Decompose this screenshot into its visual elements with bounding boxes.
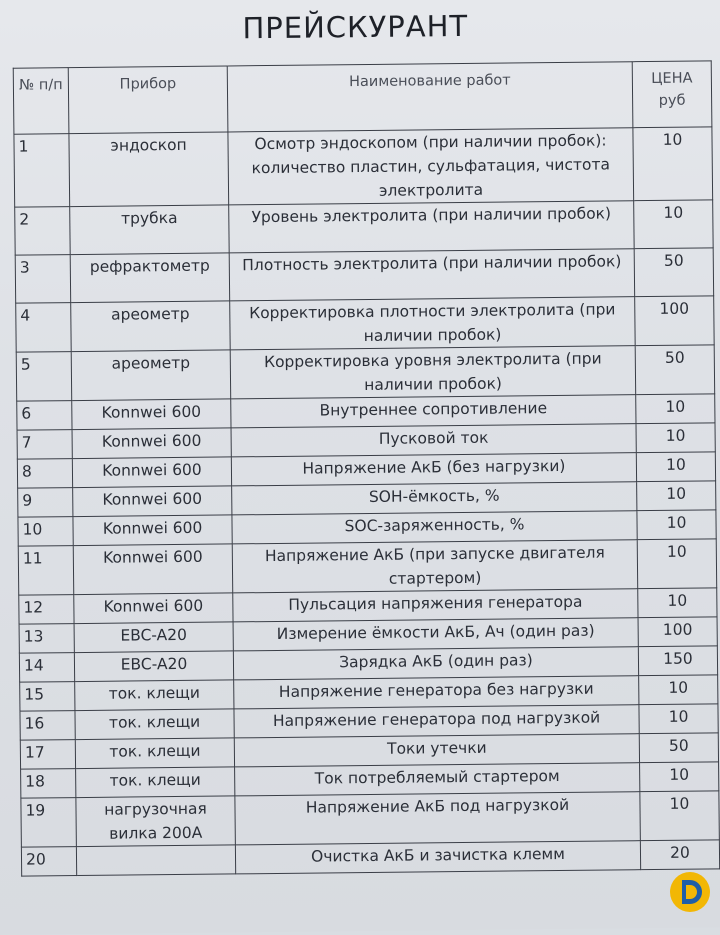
row-price: 10 <box>640 791 720 841</box>
row-num: 16 <box>20 711 75 741</box>
row-num: 13 <box>19 624 74 654</box>
row-work: Пульсация напряжения генератора <box>233 589 638 622</box>
row-num: 18 <box>21 769 76 799</box>
row-device: ареометр <box>71 350 231 401</box>
row-price: 10 <box>640 762 719 792</box>
row-num: 15 <box>20 682 75 712</box>
table-row <box>15 200 713 255</box>
row-work: Напряжение АкБ (при запуске двигателя стартером) <box>232 540 637 593</box>
row-price: 50 <box>635 345 715 395</box>
row-work: Напряжение АкБ (без нагрузки) <box>231 453 636 486</box>
row-num: 7 <box>17 430 72 460</box>
header-work: Наименование работ <box>227 62 633 132</box>
row-num: 17 <box>20 740 75 770</box>
row-work: Корректировка плотности электролита (при наличии пробок) <box>230 297 635 350</box>
row-price: 50 <box>639 733 718 763</box>
row-device: ток. клещи <box>75 680 234 711</box>
row-num: 8 <box>17 459 72 489</box>
row-device: эндоскоп <box>69 132 229 207</box>
row-device: Konnwei 600 <box>73 486 232 517</box>
row-num: 20 <box>21 847 76 877</box>
row-price: 10 <box>634 200 713 249</box>
row-num: 6 <box>17 401 72 431</box>
row-device: EBC-A20 <box>74 651 233 682</box>
row-work: Корректировка уровня электролита (при наличии пробок) <box>230 346 635 399</box>
row-work: SOC-заряженность, % <box>232 511 637 544</box>
row-num: 4 <box>16 303 72 353</box>
row-work: Токи утечки <box>234 734 639 767</box>
table-row <box>16 345 714 401</box>
row-num: 9 <box>18 488 73 518</box>
row-num: 1 <box>14 134 70 208</box>
row-work: Напряжение генератора без нагрузки <box>234 676 639 709</box>
row-price: 10 <box>637 481 716 511</box>
row-num: 10 <box>18 517 73 547</box>
row-device: ток. клещи <box>75 738 234 769</box>
row-price: 10 <box>633 127 713 201</box>
row-num: 14 <box>19 653 74 683</box>
row-num: 12 <box>19 595 74 625</box>
row-num: 2 <box>15 207 70 256</box>
table-row <box>21 791 719 847</box>
row-price: 10 <box>639 675 718 705</box>
row-device <box>76 845 235 876</box>
table-row <box>18 539 716 595</box>
header-price: ЦЕНА руб <box>632 61 712 128</box>
row-price: 10 <box>636 452 715 482</box>
table-row <box>14 127 713 207</box>
row-device: ареометр <box>71 301 231 352</box>
row-price: 20 <box>640 840 719 870</box>
row-num: 3 <box>15 255 70 304</box>
row-device: Konnwei 600 <box>74 593 233 624</box>
row-device: EBC-A20 <box>74 622 233 653</box>
row-price: 10 <box>636 394 715 424</box>
row-device: рефрактометр <box>70 253 229 303</box>
header-device: Прибор <box>68 66 228 134</box>
row-price: 50 <box>634 248 713 297</box>
row-device: Konnwei 600 <box>73 515 232 546</box>
row-price: 100 <box>635 296 715 346</box>
row-price: 10 <box>637 539 717 589</box>
row-device: Konnwei 600 <box>72 457 231 488</box>
row-price: 10 <box>639 704 718 734</box>
header-num: № п/п <box>13 68 69 135</box>
row-work: Напряжение АкБ под нагрузкой <box>235 792 640 845</box>
row-num: 11 <box>18 546 74 596</box>
row-work: Внутреннее сопротивление <box>231 395 636 428</box>
row-device: ток. клещи <box>76 767 235 798</box>
row-num: 5 <box>16 352 72 402</box>
row-price: 10 <box>636 423 715 453</box>
table-row <box>15 248 713 303</box>
row-price: 100 <box>638 617 717 647</box>
row-work: Ток потребляемый стартером <box>235 763 640 796</box>
row-work: SOH-ёмкость, % <box>232 482 637 515</box>
table-row <box>16 296 714 352</box>
table-header-row <box>13 61 712 134</box>
row-work: Напряжение генератора под нагрузкой <box>234 705 639 738</box>
row-device: нагрузочная вилка 200А <box>76 796 236 847</box>
watermark-logo-icon <box>668 870 712 914</box>
row-device: Konnwei 600 <box>72 399 231 430</box>
page-title: ПРЕЙСКУРАНТ <box>242 8 469 46</box>
row-device: ток. клещи <box>75 709 234 740</box>
row-price: 150 <box>638 646 717 676</box>
row-work: Плотность электролита (при наличии пробок) <box>229 249 634 301</box>
row-work: Зарядка АкБ (один раз) <box>233 647 638 680</box>
row-num: 19 <box>21 798 77 848</box>
row-work: Осмотр эндоскопом (при наличии пробок): количество пластин, сульфатация, чистота электролита <box>228 128 634 205</box>
row-work: Уровень электролита (при наличии пробок) <box>229 201 634 253</box>
price-table <box>13 60 720 876</box>
row-work: Пусковой ток <box>231 424 636 457</box>
row-price: 10 <box>637 510 716 540</box>
row-work: Очистка АкБ и зачистка клемм <box>235 841 640 874</box>
row-price: 10 <box>638 588 717 618</box>
row-work: Измерение ёмкости АкБ, Ач (один раз) <box>233 618 638 651</box>
row-device: трубка <box>70 205 229 255</box>
row-device: Konnwei 600 <box>72 428 231 459</box>
row-device: Konnwei 600 <box>73 544 233 595</box>
